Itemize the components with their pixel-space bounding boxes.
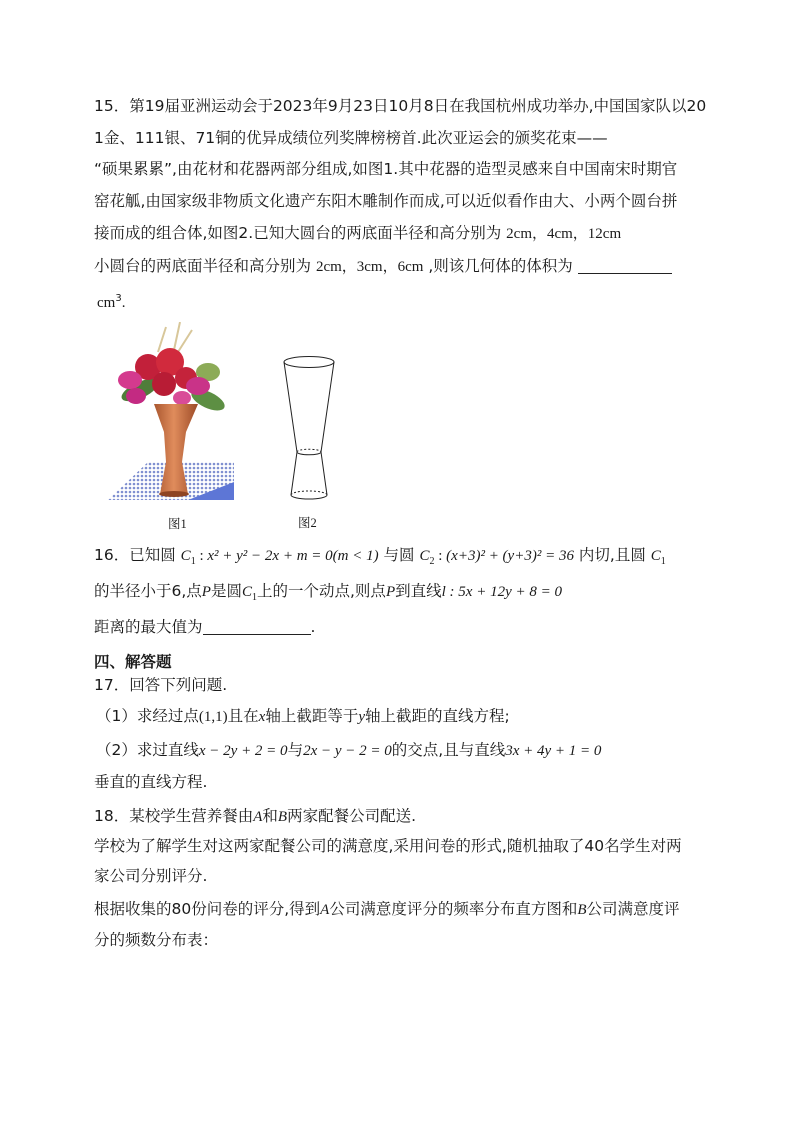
q18-80-surveys: 根据收集的80份问卷的评分,得到 (94, 900, 321, 918)
q18-line-4 (94, 899, 680, 920)
company-a-ref: A (320, 902, 330, 918)
circle-c2-label (419, 548, 435, 567)
q17-2-text: （2）求过直线 (96, 741, 199, 759)
company-b: B (277, 809, 288, 825)
q15-line-1: 15．第19届亚洲运动会于2023年9月23日10月8日在我国杭州成功举办,中国国家队以20 (94, 97, 707, 115)
q15-line-4: 窑花觚,由国家级非物质文化遗产东阳木雕制作而成,可以近似看作由大、小两个圆台拼 (94, 192, 678, 210)
q16-radius-text: 的半径小于6,点 (94, 582, 202, 600)
q18-line-5: 分的频数分布表： (94, 931, 219, 949)
q16-to-line: 到直线 (395, 582, 442, 600)
circle-c2-equation: (x+3)² + (y+3)² = 36 (446, 548, 574, 564)
q15-line-6-text: 小圆台的两底面半径和高分别为 (94, 257, 312, 275)
circle-c1-ref: $C_1$ (650, 548, 666, 567)
q15-small-frustum-dims: 2cm，3cm，6cm (315, 259, 424, 275)
q15-unit: $cm^3$. (97, 293, 126, 312)
q15-unit-text: cm (97, 295, 116, 312)
line-l-equation: l : 5x + 12y + 8 = 0 (441, 584, 562, 600)
section-title: 四、解答题 (94, 653, 172, 671)
point-p: P (201, 584, 211, 600)
circle-c1-ref-2: $C_1$ (241, 584, 257, 603)
q18-intro: 18．某校学生营养餐由 (94, 807, 254, 825)
q15-line-2: 1金、111银、71铜的优异成绩位列奖牌榜榜首.此次亚运会的颁奖花束—— (94, 129, 608, 147)
q18-line-3: 家公司分别评分. (94, 867, 208, 885)
q17-part-1 (96, 706, 510, 727)
q15-answer-blank[interactable] (578, 257, 672, 274)
q15-big-frustum-dims: 2cm，4cm，12cm (506, 226, 622, 242)
q18-delivery: 两家配餐公司配送. (287, 807, 417, 825)
q15-unit-exp: 3 (115, 293, 122, 304)
q16-line-1: 16．已知圆 $C_1$ : x² + y² − 2x + m = 0(m < 1) 与圆 $C_2$ : (x+3)² + (y+3)² = 36 内切,且圆 $C_1$ (94, 546, 666, 567)
q18-line-2: 学校为了解学生对这两家配餐公司的满意度,采用问卷的形式,随机抽取了40名学生对两 (94, 837, 682, 855)
q15-line-5 (94, 223, 621, 244)
c2-sub: 2 (429, 556, 435, 567)
q17-part-2-end: 垂直的直线方程. (94, 773, 208, 791)
point-1-1: (1,1) (198, 709, 228, 725)
q16-max-distance-text: 距离的最大值为 (94, 618, 203, 636)
company-b-ref: B (577, 902, 587, 918)
q17-1-end: 轴上截距的直线方程; (365, 707, 510, 725)
c1-letter: C (180, 548, 191, 564)
line-eq-3: 3x + 4y + 1 = 0 (505, 743, 602, 759)
c2-letter: C (419, 548, 430, 564)
q15-line-6 (94, 256, 672, 277)
q15-line-3: “硕果累累”,由花材和花器两部分组成,如图1.其中花器的造型灵感来自中国南宋时期官 (94, 160, 678, 178)
q17-intro: 17．回答下列问题. (94, 676, 228, 694)
x-axis-var: x (258, 709, 266, 725)
q16-line-3: 距离的最大值为 . (94, 618, 316, 636)
q16-answer-blank[interactable] (203, 618, 311, 635)
q18-line-1 (94, 806, 416, 827)
circle-c1-label (180, 548, 196, 567)
q18-histogram-text: 公司满意度评分的频率分布直方图和 (329, 900, 578, 918)
q16-and-circle: 与圆 (383, 546, 415, 564)
circle-c1-equation: x² + y² − 2x + m = 0(m < 1) (207, 548, 379, 564)
company-a: A (253, 809, 263, 825)
c1-sub: 1 (190, 556, 196, 567)
q16-tangent-text: 内切,且圆 (578, 546, 646, 564)
q16-line-2 (94, 581, 562, 608)
line-eq-2: 2x − y − 2 = 0 (303, 743, 392, 759)
q16-is-circle: 是圆 (210, 582, 242, 600)
q17-2-and: 与 (287, 741, 304, 759)
q17-1-intercept: 轴上截距等于 (265, 707, 359, 725)
q17-1-and: 且在 (227, 707, 259, 725)
q17-2-intersect: 的交点,且与直线 (391, 741, 506, 759)
q16-intro: 16．已知圆 (94, 546, 176, 564)
q16-moving-point: 上的一个动点,则点 (257, 582, 386, 600)
q18-and: 和 (262, 807, 278, 825)
line-eq-1: x − 2y + 2 = 0 (198, 743, 288, 759)
bouquet-photo (108, 322, 234, 502)
q17-part-2 (96, 740, 601, 761)
frustum-diagram (278, 352, 342, 504)
q15-line-6-tail: ,则该几何体的体积为 (428, 257, 573, 275)
point-p-2: P (385, 584, 396, 600)
figure-2-caption: 图2 (298, 516, 317, 530)
y-axis-var: y (358, 709, 365, 725)
figure-1-caption: 图1 (168, 517, 187, 531)
q18-score-text: 公司满意度评 (586, 900, 680, 918)
q17-1-text: （1）求经过点 (96, 707, 199, 725)
q15-line-5-text: 接而成的组合体,如图2.已知大圆台的两底面半径和高分别为 (94, 224, 502, 242)
